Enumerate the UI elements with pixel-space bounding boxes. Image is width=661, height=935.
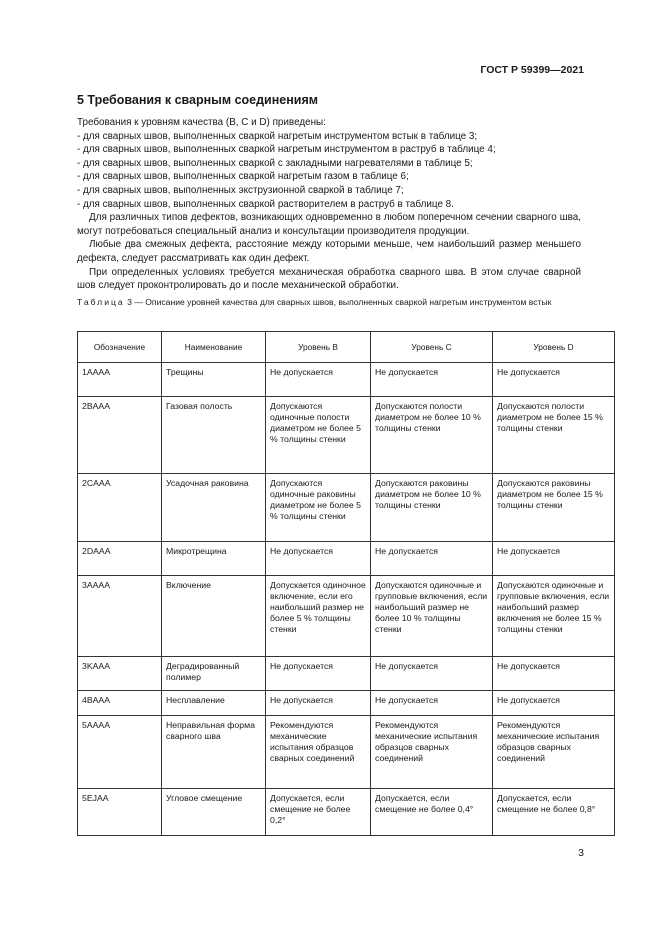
table-caption-text: — Описание уровней качества для сварных швов, выполненных сваркой нагретым инструментом встык — [134, 297, 552, 307]
table-cell: Не допускается — [493, 657, 615, 691]
table-cell: 1AAAA — [78, 363, 162, 397]
table-row — [78, 397, 615, 474]
table-cell: Допускаются полости диаметром не более 15 % толщины стенки — [493, 397, 615, 474]
paragraph: При определенных условиях требуется механическая обработка сварного шва. В этом случае сварной шов следует проконтролировать до и после механической обработки. — [77, 266, 581, 292]
column-header: Уровень B — [266, 332, 371, 363]
table-cell: Не допускается — [493, 691, 615, 716]
table-cell: 3KAAA — [78, 657, 162, 691]
page-number: 3 — [578, 847, 584, 859]
table-cell: 5EJAA — [78, 789, 162, 836]
table-cell: Не допускается — [493, 363, 615, 397]
table-row — [78, 716, 615, 789]
table-cell: Трещины — [162, 363, 266, 397]
table-cell: Рекомендуются механические испытания образцов сварных соединений — [493, 716, 615, 789]
column-header: Уровень D — [493, 332, 615, 363]
table-row — [78, 789, 615, 836]
table-cell: Не допускается — [266, 363, 371, 397]
quality-levels-table — [77, 331, 615, 836]
table-cell: Не допускается — [371, 363, 493, 397]
table-cell: Допускаются полости диаметром не более 10 % толщины стенки — [371, 397, 493, 474]
table-cell: Допускаются одиночные полости диаметром не более 5 % толщины стенки — [266, 397, 371, 474]
paragraph: Любые два смежных дефекта, расстояние между которыми меньше, чем наибольший размер меньшего дефекта, следует рассматривать как один дефект. — [77, 239, 581, 264]
table-header-row — [78, 332, 615, 363]
standard-code: ГОСТ Р 59399—2021 — [480, 64, 584, 76]
table-cell: 3AAAA — [78, 576, 162, 657]
table-cell: Допускаются одиночные и групповые включения, если наибольший размер не более 10 % толщины стенки — [371, 576, 493, 657]
table-row — [78, 576, 615, 657]
table-cell: Не допускается — [371, 542, 493, 576]
table-caption-number: 3 — [127, 297, 132, 307]
list-item: - для сварных швов, выполненных сваркой с закладными нагревателями в таблице 5; — [77, 157, 473, 169]
table-cell: Допускается одиночное включение, если его наибольший размер не более 5 % толщины стенки — [266, 576, 371, 657]
table-cell: Включение — [162, 576, 266, 657]
table-cell: Не допускается — [266, 542, 371, 576]
table-cell: Допускаются одиночные раковины диаметром не более 5 % толщины стенки — [266, 474, 371, 542]
list-item: - для сварных швов, выполненных экструзионной сваркой в таблице 7; — [77, 184, 404, 196]
table-cell: 2CAAA — [78, 474, 162, 542]
table-row — [78, 691, 615, 716]
table-cell: Усадочная раковина — [162, 474, 266, 542]
table-row — [78, 657, 615, 691]
table-cell: Несплавление — [162, 691, 266, 716]
requirements-intro: Требования к уровням качества (B, C и D) приведены: — [77, 117, 326, 128]
table-cell: Допускаются раковины диаметром не более 15 % толщины стенки — [493, 474, 615, 542]
table-cell: 2BAAA — [78, 397, 162, 474]
table-cell: Не допускается — [266, 657, 371, 691]
requirements-list — [77, 130, 581, 212]
table-cell: Не допускается — [371, 691, 493, 716]
list-item: - для сварных швов, выполненных сваркой нагретым газом в таблице 6; — [77, 171, 409, 183]
table-cell: Деградированный полимер — [162, 657, 266, 691]
table-cell: Угловое смещение — [162, 789, 266, 836]
section-title: 5 Требования к сварным соединениям — [77, 93, 319, 107]
table-row — [78, 542, 615, 576]
table-caption — [77, 297, 583, 308]
table-cell: Допускается, если смещение не более 0,4° — [371, 789, 493, 836]
table-cell: Допускается, если смещение не более 0,8° — [493, 789, 615, 836]
column-header: Уровень C — [371, 332, 493, 363]
list-item: - для сварных швов, выполненных сваркой нагретым инструментом в раструб в таблице 4; — [77, 144, 496, 156]
table-cell: Допускаются одиночные и групповые включения, если наибольший размер включения не более 15 % толщины стенки — [493, 576, 615, 657]
table-cell: Газовая полость — [162, 397, 266, 474]
body-text — [77, 116, 581, 293]
list-item: - для сварных швов, выполненных сваркой нагретым инструментом встык в таблице 3; — [77, 130, 478, 142]
column-header: Наименование — [162, 332, 266, 363]
table-row — [78, 363, 615, 397]
table-row — [78, 474, 615, 542]
table-caption-label: Таблица — [77, 297, 125, 307]
column-header: Обозначение — [78, 332, 162, 363]
table-cell: 4BAAA — [78, 691, 162, 716]
list-item: - для сварных швов, выполненных сваркой растворителем в раструб в таблице 8. — [77, 198, 454, 210]
table-cell: Не допускается — [266, 691, 371, 716]
table-cell: Рекомендуются механические испытания образцов сварных соединений — [266, 716, 371, 789]
table-cell: Неправильная форма сварного шва — [162, 716, 266, 789]
table-cell: 2DAAA — [78, 542, 162, 576]
table-cell: Рекомендуются механические испытания образцов сварных соединений — [371, 716, 493, 789]
table-cell: Не допускается — [371, 657, 493, 691]
table-cell: 5AAAA — [78, 716, 162, 789]
table-cell: Допускается, если смещение не более 0,2° — [266, 789, 371, 836]
paragraph: Для различных типов дефектов, возникающих одновременно в любом поперечном сечении сварного шва, могут потребоваться специальный анализ и консультации производителя продукции. — [77, 212, 581, 237]
table-cell: Не допускается — [493, 542, 615, 576]
table-cell: Микротрещина — [162, 542, 266, 576]
table-cell: Допускаются раковины диаметром не более 10 % толщины стенки — [371, 474, 493, 542]
